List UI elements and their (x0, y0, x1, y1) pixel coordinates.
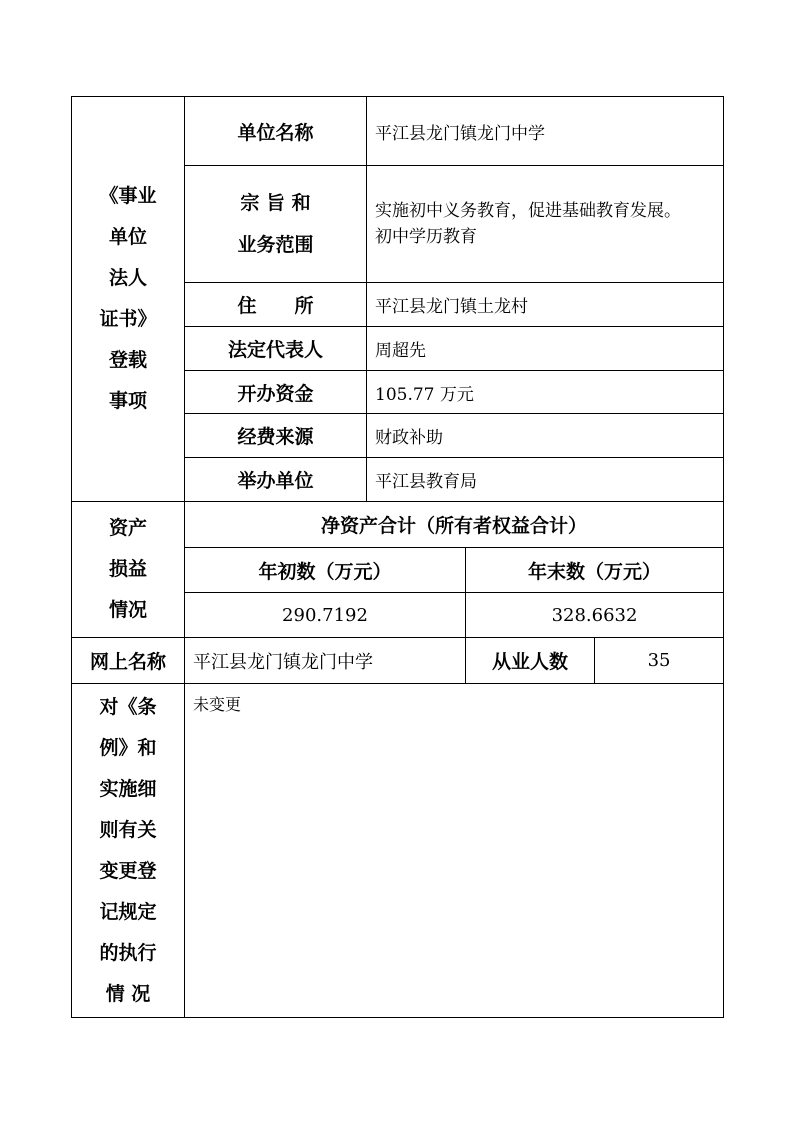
compliance-section-label-line: 对《条 (99, 695, 157, 718)
address-value: 平江县龙门镇土龙村 (367, 283, 724, 327)
employees-value: 35 (595, 638, 724, 684)
purpose-label (185, 166, 367, 283)
purpose-value (367, 166, 724, 283)
registration-section-label-line: 事项 (108, 390, 147, 412)
compliance-section-label-line: 的执行 (99, 941, 157, 964)
legal-rep-value: 周超先 (367, 327, 724, 371)
row-unit-name (72, 97, 724, 166)
begin-of-year-value: 290.7192 (185, 593, 466, 638)
begin-of-year-header: 年初数（万元） (185, 548, 466, 593)
purpose-value-line: 初中学历教育 (375, 227, 477, 247)
row-compliance (72, 684, 724, 1018)
compliance-section-label (72, 684, 185, 1018)
row-online-name (72, 638, 724, 684)
assets-section-label-line: 情况 (108, 599, 147, 621)
funding-source-value: 财政补助 (367, 414, 724, 458)
purpose-label-line: 宗 旨 和 (240, 192, 311, 214)
purpose-label-line: 业务范围 (237, 234, 314, 256)
capital-label: 开办资金 (185, 371, 367, 414)
registration-section-label-line: 登载 (108, 349, 147, 371)
registration-section-label-line: 法人 (108, 267, 147, 289)
assets-section-label (72, 502, 185, 638)
registration-section-label (72, 97, 185, 502)
assets-section-label-line: 损益 (108, 558, 147, 580)
purpose-value-line: 实施初中义务教育，促进基础教育发展。 (375, 201, 681, 221)
unit-name-value: 平江县龙门镇龙门中学 (367, 97, 724, 166)
end-of-year-header: 年末数（万元） (466, 548, 724, 593)
assets-section-label-line: 资产 (108, 517, 147, 539)
compliance-section-label-line: 变更登 (99, 859, 157, 882)
sponsor-label: 举办单位 (185, 458, 367, 502)
compliance-section-label-line: 则有关 (99, 818, 157, 841)
registration-section-label-line: 证书》 (99, 308, 157, 330)
compliance-section-label-line: 记规定 (99, 900, 157, 923)
compliance-section-label-line: 实施细 (99, 777, 157, 800)
sponsor-value: 平江县教育局 (367, 458, 724, 502)
legal-rep-label: 法定代表人 (185, 327, 367, 371)
net-assets-header: 净资产合计（所有者权益合计） (185, 502, 724, 548)
capital-value: 105.77 万元 (367, 371, 724, 414)
row-net-assets-header (72, 502, 724, 548)
registration-report-table (71, 96, 724, 1018)
compliance-status-value: 未变更 (185, 684, 724, 1018)
end-of-year-value: 328.6632 (466, 593, 724, 638)
online-name-value: 平江县龙门镇龙门中学 (185, 638, 466, 684)
funding-source-label: 经费来源 (185, 414, 367, 458)
online-name-label: 网上名称 (72, 638, 185, 684)
address-label: 住 所 (185, 283, 367, 327)
unit-name-label: 单位名称 (185, 97, 367, 166)
compliance-section-label-line: 例》和 (99, 736, 157, 759)
registration-section-label-line: 单位 (108, 226, 147, 248)
registration-section-label-line: 《事业 (99, 185, 157, 207)
employees-label: 从业人数 (466, 638, 595, 684)
compliance-section-label-line: 情 况 (105, 982, 151, 1005)
